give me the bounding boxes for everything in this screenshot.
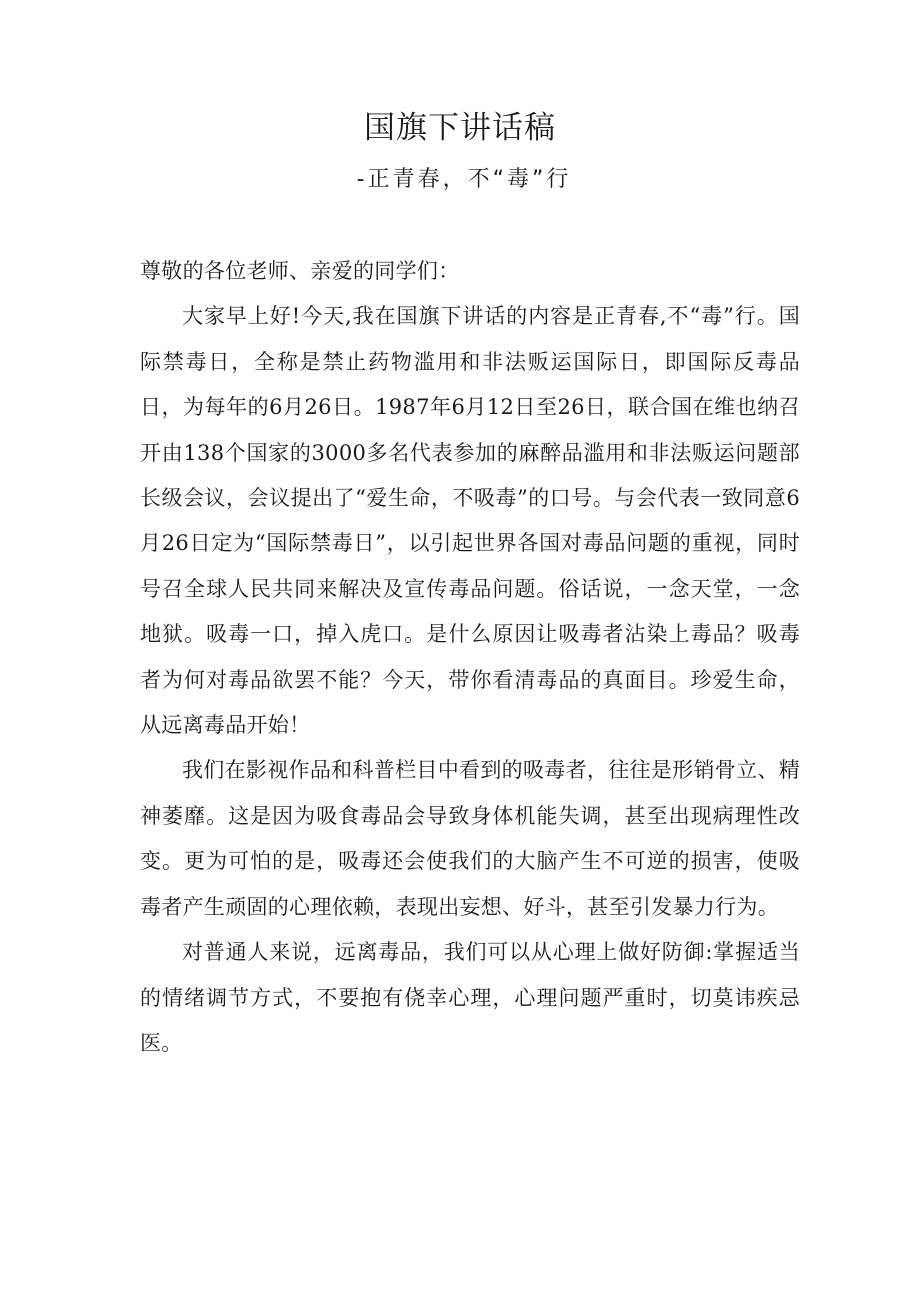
document-subtitle: -正青春，不“毒”行 [356, 167, 572, 192]
document-title: 国旗下讲话稿 [364, 110, 556, 146]
paragraph-3: 对普通人来说，远离毒品，我们可以从心理上做好防御:掌握适当的情绪调节方式，不要抱有侥幸心理，心理问题严重时，切莫讳疾忌医。 [140, 940, 800, 1055]
paragraph-1: 大家早上好!今天,我在国旗下讲话的内容是正青春,不“毒”行。国际禁毒日，全称是禁止药物滥用和非法贩运国际日，即国际反毒品日，为每年的6月26日。1987年6月12日至26日，联合国在维也纳召开由138个国家的3000多名代表参加的麻醉品滥用和非法贩运问题部长级会议，会议提出了“爱生命，不吸毒”的口号。与会代表一致同意6月26日定为“国际禁毒日”，以引起世界各国对毒品问题的重视，同时号召全球人民共同来解决及宣传毒品问题。俗话说，一念天堂，一念地狱。吸毒一口，掉入虎口。是什么原因让吸毒者沾染上毒品？吸毒者为何对毒品欲罢不能？今天，带你看清毒品的真面目。珍爱生命，从远离毒品开始！ [140, 304, 800, 738]
salutation: 尊敬的各位老师、亲爱的同学们： [140, 259, 460, 283]
paragraph-2: 我们在影视作品和科普栏目中看到的吸毒者，往往是形销骨立、精神萎靡。这是因为吸食毒品会导致身体机能失调，甚至出现病理性改变。更为可怕的是，吸毒还会使我们的大脑产生不可逆的损害，使吸毒者产生顽固的心理依赖，表现出妄想、好斗，甚至引发暴力行为。 [140, 758, 800, 919]
document-body [140, 249, 800, 1066]
